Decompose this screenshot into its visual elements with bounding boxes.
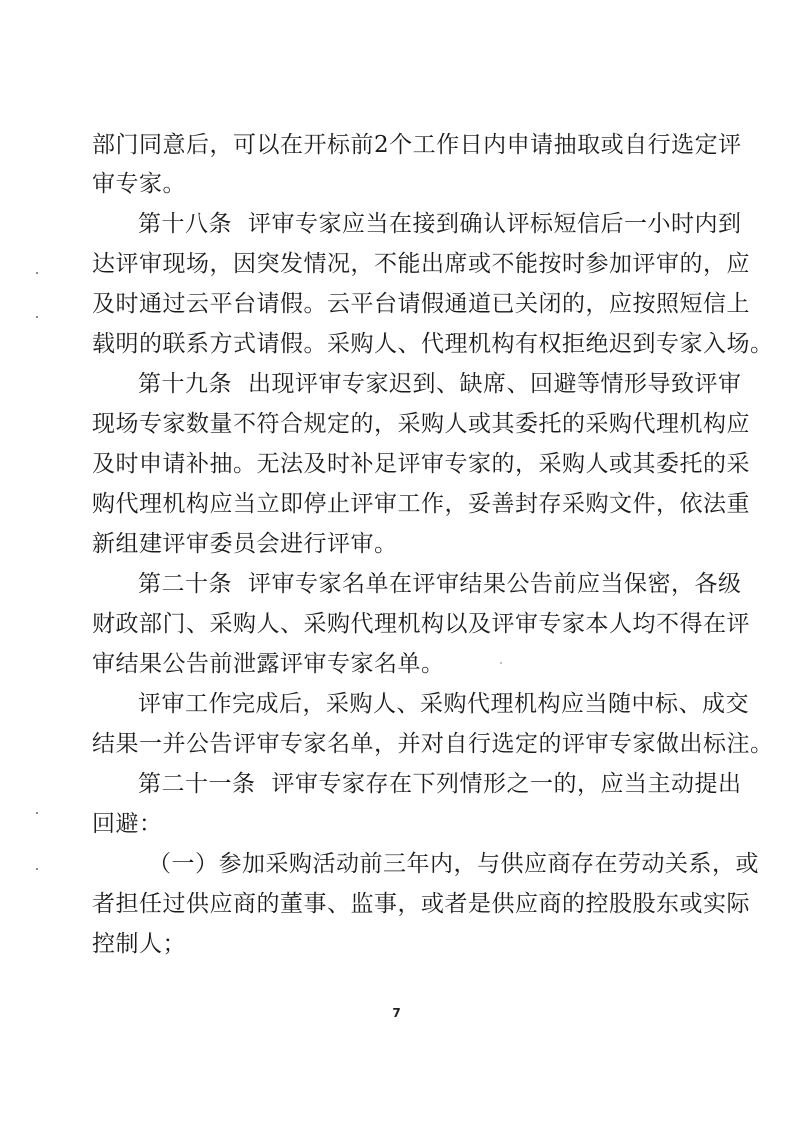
text-line-15: 评审工作完成后，采购人、采购代理机构应当随中标、成交 [138, 691, 749, 717]
text-line-5: 及时通过云平台请假。云平台请假通道已关闭的，应按照短信上 [92, 291, 750, 317]
text-line-20: 者担任过供应商的董事、监事，或者是供应商的控股股东或实际 [92, 891, 750, 917]
scan-speck [500, 662, 502, 664]
article-19-heading: 第十九条 [138, 371, 232, 397]
text-line-13: 财政部门、采购人、采购代理机构以及评审专家本人均不得在评 [92, 611, 750, 637]
article-19-text: 出现评审专家迟到、缺席、回避等情形导致评审 [248, 371, 742, 397]
text-line-11: 新组建评审委员会进行评审。 [92, 531, 398, 557]
text-line-14: 审结果公告前泄露评审专家名单。 [92, 651, 445, 677]
article-18-heading: 第十八条 [138, 211, 232, 237]
article-19-line-1 [138, 369, 742, 399]
text-line-18: 回避： [92, 811, 163, 837]
text-line-19: （一）参加采购活动前三年内，与供应商存在劳动关系，或 [148, 851, 759, 877]
article-20-line-1 [138, 569, 742, 599]
scan-speck [36, 812, 38, 814]
article-21-line-1 [138, 769, 742, 799]
article-20-heading: 第二十条 [138, 571, 232, 597]
text-line-6: 载明的联系方式请假。采购人、代理机构有权拒绝迟到专家入场。 [92, 331, 774, 357]
text-line-4: 达评审现场，因突发情况，不能出席或不能按时参加评审的，应 [92, 251, 750, 277]
scan-speck [36, 868, 38, 870]
page-number: 7 [392, 1006, 401, 1020]
article-21-text: 评审专家存在下列情形之一的，应当主动提出 [271, 771, 742, 797]
article-21-heading: 第二十一条 [138, 771, 256, 797]
text-line-8: 现场专家数量不符合规定的，采购人或其委托的采购代理机构应 [92, 411, 750, 437]
text-line-16: 结果一并公告评审专家名单，并对自行选定的评审专家做出标注。 [92, 731, 774, 757]
text-line-21: 控制人； [92, 931, 186, 957]
article-20-text: 评审专家名单在评审结果公告前应当保密，各级 [248, 571, 742, 597]
scan-speck [36, 272, 38, 274]
text-line-1: 部门同意后，可以在开标前2个工作日内申请抽取或自行选定评 [92, 132, 742, 158]
text-line-2: 审专家。 [92, 171, 186, 197]
text-line-10: 购代理机构应当立即停止评审工作，妥善封存采购文件，依法重 [92, 491, 750, 517]
article-18-text: 评审专家应当在接到确认评标短信后一小时内到 [248, 211, 742, 237]
scan-speck [36, 316, 38, 318]
article-18-line-1 [138, 209, 742, 239]
text-line-9: 及时申请补抽。无法及时补足评审专家的，采购人或其委托的采 [92, 451, 750, 477]
